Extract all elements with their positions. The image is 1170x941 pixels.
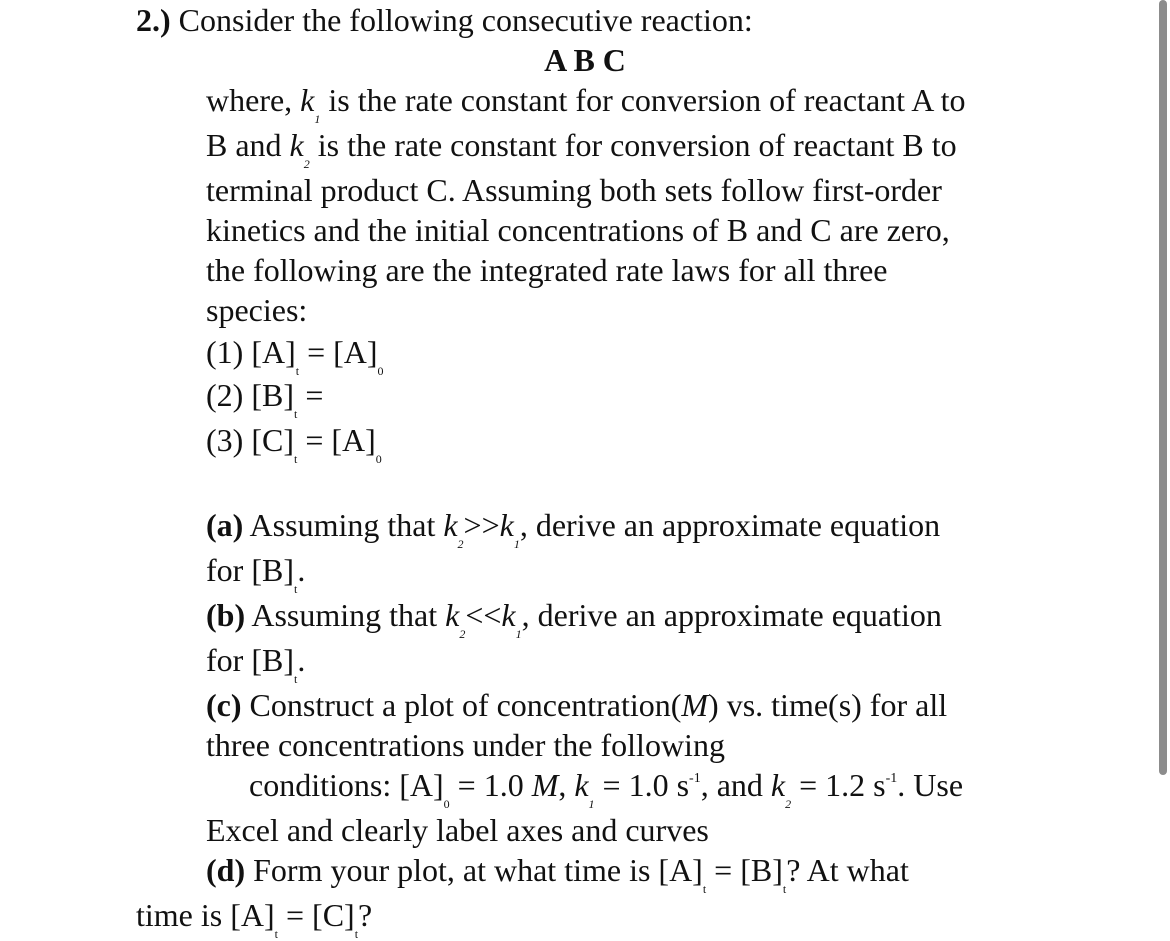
part-b-line-1: (b) Assuming that $k_2<<k_1$, derive an approximate equation (206, 597, 942, 641)
problem-number: 2.) (136, 2, 171, 38)
description-line-4: kinetics and the initial concentrations of B and C are zero, (206, 212, 950, 248)
description-line-3: terminal product C. Assuming both sets follow first-order (206, 172, 942, 208)
description-line-6: species: (206, 292, 308, 328)
part-b-line-2: for $[B]_t$. (206, 642, 306, 686)
problem-prompt: Consider the following consecutive reaction: (178, 2, 753, 38)
description-line-2: B and $k_2$ is the rate constant for conversion of reactant B to (206, 127, 957, 171)
rate-law-1: (1) $[A]_t = [A]_0$ (206, 334, 384, 378)
description-line-5: the following are the integrated rate laws for all three (206, 252, 888, 288)
part-d-line-1: (d) Form your plot, at what time is $[A]_t = [B]_t$? At what (206, 852, 909, 896)
part-d-line-2: time is $[A]_t = [C]_t$? (136, 897, 373, 941)
rate-law-2: (2) $[B]_t$ = (206, 377, 324, 421)
part-a-line-2: for $[B]_t$. (206, 552, 306, 596)
reaction-scheme: A B C (544, 42, 626, 78)
problem-header (136, 0, 753, 40)
part-c-line-4: Excel and clearly label axes and curves (206, 812, 709, 848)
rate-law-3: (3) $[C]_t = [A]_0$ (206, 422, 382, 466)
part-c-line-3: conditions: $[A]_0 = 1.0$ M, $k_1 = 1.0$ $s^{-1}$, and $k_2 = 1.2$ $s^{-1}$. Use (249, 767, 964, 811)
description-line-1: where, $k_1$ is the rate constant for conversion of reactant A to (206, 82, 966, 126)
part-c-line-2: three concentrations under the following (206, 727, 725, 763)
vertical-scrollbar[interactable] (1159, 0, 1167, 775)
part-a-line-1: (a) Assuming that $k_2>>k_1$, derive an approximate equation (206, 507, 941, 551)
part-c-line-1: (c) Construct a plot of concentration(M) vs. time(s) for all (206, 687, 948, 723)
